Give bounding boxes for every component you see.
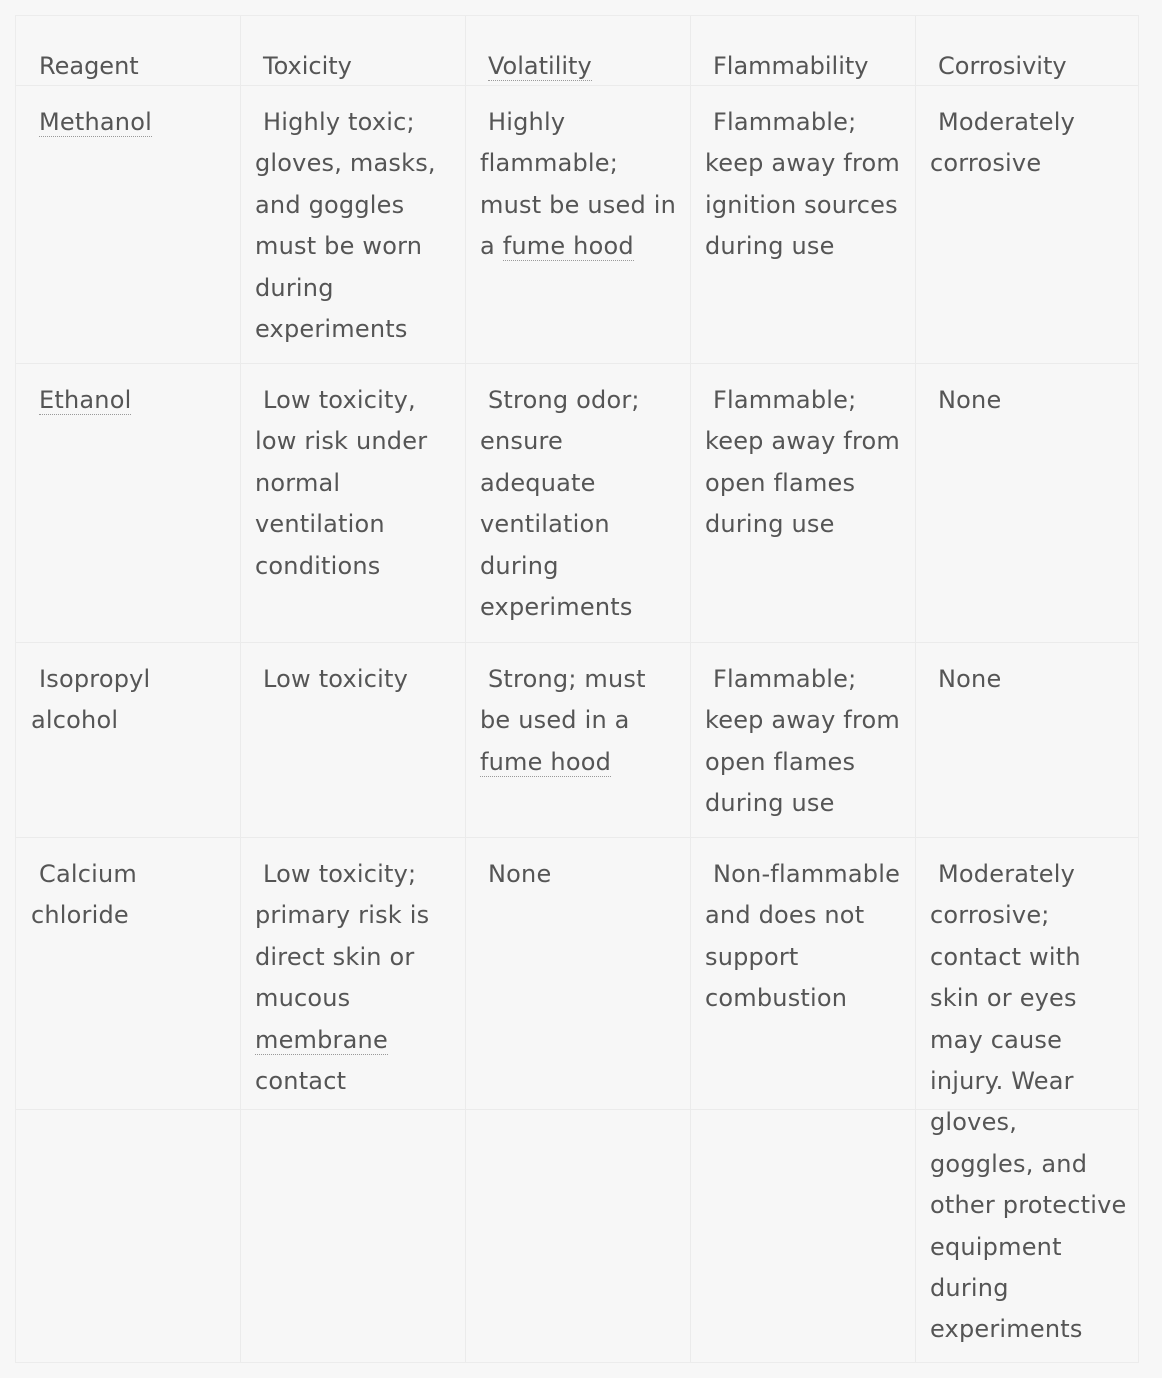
cell-volatility	[480, 854, 551, 895]
cell-line	[480, 742, 646, 783]
cell-line: and does not	[705, 901, 865, 930]
cell-line: and goggles	[255, 190, 405, 219]
column-divider-4	[915, 16, 916, 1362]
cell-line: during	[930, 1274, 1009, 1303]
cell-line	[255, 1020, 429, 1061]
cell-line: equipment	[930, 1232, 1062, 1261]
cell-volatility	[480, 380, 640, 628]
cell-line: Moderately	[938, 860, 1076, 888]
cell-flammability	[705, 102, 900, 268]
cell-line: keep away from	[705, 149, 900, 178]
cell-line: contact with	[930, 942, 1081, 971]
cell-line: other protective	[930, 1191, 1127, 1220]
column-divider-3	[690, 16, 691, 1362]
cell-line: Strong odor;	[488, 386, 640, 414]
cell-line: Highly toxic;	[263, 108, 415, 136]
cell-line: goggles, and	[930, 1149, 1088, 1178]
column-divider-2	[465, 16, 466, 1362]
cell-line	[31, 102, 152, 143]
cell-line: be used in a	[480, 706, 630, 735]
cell-reagent	[31, 854, 137, 937]
cell-reagent	[31, 380, 131, 421]
cell-line: direct skin or	[255, 942, 415, 971]
cell-line: during	[480, 551, 559, 580]
cell-line: Flammable;	[713, 386, 857, 414]
header-reagent: Reagent	[39, 52, 139, 80]
cell-line: open flames	[705, 468, 856, 497]
cell-line: ventilation	[480, 510, 610, 539]
row-divider-1	[16, 363, 1138, 364]
cell-line: may cause	[930, 1025, 1063, 1054]
cell-line: corrosive	[930, 149, 1042, 178]
cell-line: corrosive;	[930, 901, 1050, 930]
row-divider-2	[16, 642, 1138, 643]
cell-line: None	[938, 386, 1002, 414]
cell-line: Strong; must	[488, 665, 646, 693]
cell-line: adequate	[480, 468, 596, 497]
cell-line: skin or eyes	[930, 984, 1077, 1013]
cell-line: injury. Wear	[930, 1067, 1074, 1096]
cell-line: Low toxicity	[263, 665, 408, 693]
cell-volatility	[480, 102, 676, 268]
cell-line: gloves, masks,	[255, 149, 436, 178]
cell-line: chloride	[31, 901, 129, 930]
header-corrosivity: Corrosivity	[938, 52, 1067, 80]
cell-toxicity	[255, 380, 427, 587]
cell-line: Highly	[488, 108, 566, 136]
cell-line: Flammable;	[713, 665, 857, 693]
cell-line: during	[255, 273, 334, 302]
cell-volatility	[480, 659, 646, 783]
cell-flammability	[705, 659, 900, 825]
cell-toxicity	[255, 659, 408, 700]
cell-line: Calcium	[39, 860, 137, 888]
cell-line: during use	[705, 789, 835, 818]
cell-line: None	[938, 665, 1002, 693]
cell-line: primary risk is	[255, 901, 430, 930]
cell-line: experiments	[930, 1315, 1083, 1344]
header-volatility-label: Volatility	[488, 52, 592, 80]
cell-toxicity	[255, 854, 429, 1102]
cell-line: ensure	[480, 427, 563, 456]
header-toxicity: Toxicity	[263, 52, 352, 80]
header-volatility	[488, 46, 592, 87]
cell-line: low risk under	[255, 427, 428, 456]
cell-line: experiments	[255, 315, 408, 344]
column-divider-1	[240, 16, 241, 1362]
cell-line: Flammable;	[713, 108, 857, 136]
cell-flammability	[705, 854, 900, 1020]
reagent-safety-table	[15, 15, 1139, 1363]
cell-line: ignition sources	[705, 190, 898, 219]
cell-line: alcohol	[31, 706, 119, 735]
cell-line: normal	[255, 468, 341, 497]
cell-line: Isopropyl	[39, 665, 151, 693]
cell-line: keep away from	[705, 706, 900, 735]
cell-line: Low toxicity;	[263, 860, 417, 888]
cell-line: mucous	[255, 984, 351, 1013]
cell-line: Non-flammable	[713, 860, 901, 888]
cell-line: open flames	[705, 747, 856, 776]
underlined-term: fume hood	[502, 232, 634, 261]
cell-corrosivity	[930, 102, 1075, 185]
cell-line: combustion	[705, 984, 848, 1013]
underlined-term: fume hood	[480, 747, 612, 776]
cell-line: ventilation	[255, 510, 385, 539]
cell-reagent	[31, 102, 152, 143]
cell-toxicity	[255, 102, 436, 350]
cell-line: conditions	[255, 551, 381, 580]
cell-line: during use	[705, 232, 835, 261]
cell-line: keep away from	[705, 427, 900, 456]
cell-corrosivity	[930, 659, 1001, 700]
cell-line: Moderately	[938, 108, 1076, 136]
row-divider-3	[16, 837, 1138, 838]
cell-reagent	[31, 659, 150, 742]
cell-line: during use	[705, 510, 835, 539]
cell-line: experiments	[480, 593, 633, 622]
cell-flammability	[705, 380, 900, 546]
cell-line: None	[488, 860, 552, 888]
cell-corrosivity	[930, 380, 1001, 421]
cell-line: gloves,	[930, 1108, 1018, 1137]
cell-line: a fume hood	[480, 232, 634, 261]
cell-corrosivity	[930, 854, 1126, 1351]
cell-line: Low toxicity,	[263, 386, 416, 414]
underlined-term: membrane	[255, 1025, 388, 1054]
header-flammability: Flammability	[713, 52, 869, 80]
cell-line: must be used in	[480, 190, 676, 219]
underlined-term: Ethanol	[39, 386, 132, 414]
cell-line: contact	[255, 1067, 347, 1096]
cell-line: flammable;	[480, 149, 619, 178]
cell-line: must be worn	[255, 232, 423, 261]
underlined-term: Methanol	[39, 108, 152, 136]
cell-line	[31, 380, 131, 421]
cell-line: support	[705, 942, 799, 971]
